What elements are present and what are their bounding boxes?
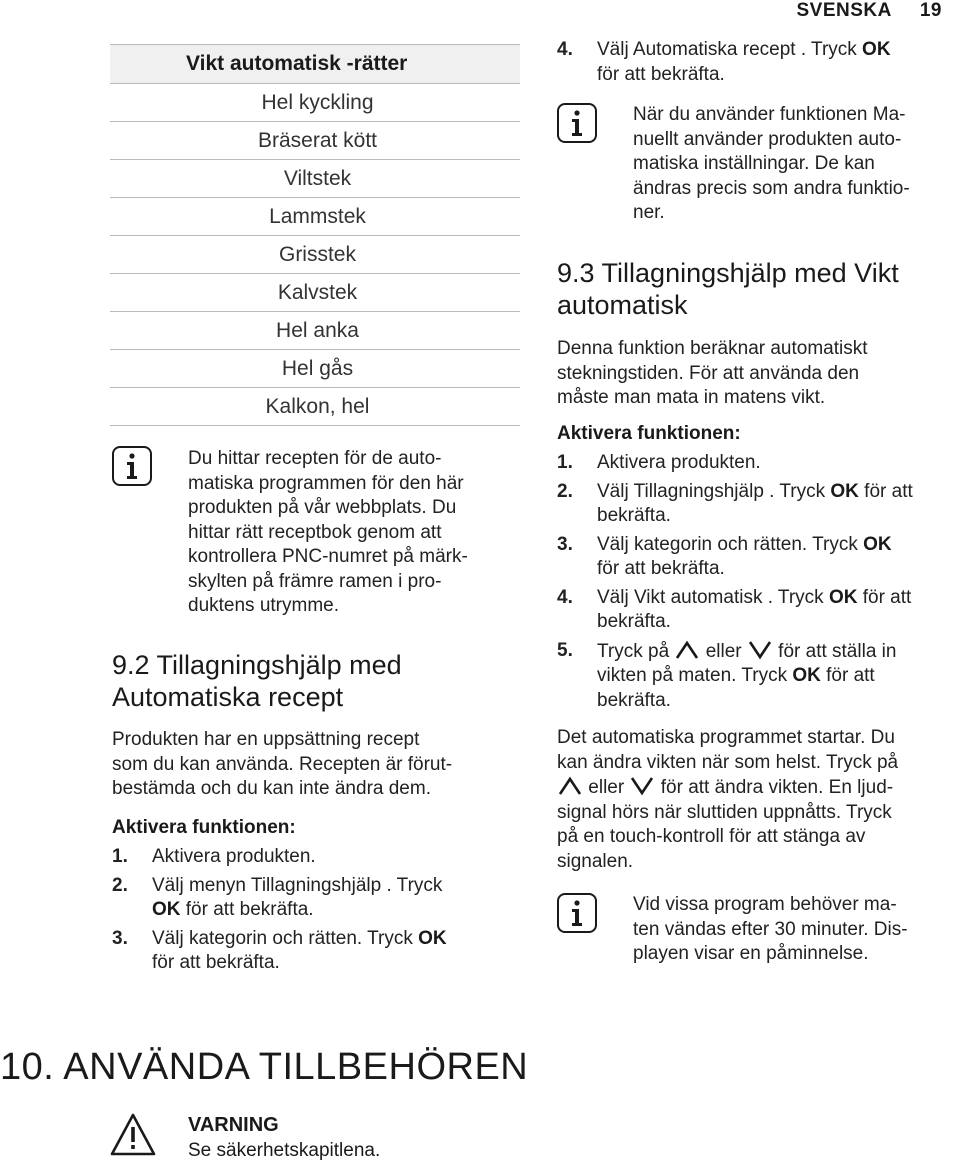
step-text: Tryck på <box>597 640 675 662</box>
table-row: Viltstek <box>110 160 520 198</box>
step-number: 4. <box>557 39 573 60</box>
note-line: ner. <box>633 202 665 223</box>
list-item <box>112 845 532 870</box>
step-text: Aktivera produkten. <box>152 846 316 867</box>
warning-text: Se säkerhetskapitlena. <box>188 1140 381 1161</box>
step-number: 4. <box>557 586 573 608</box>
section-9-2-steps <box>112 845 532 980</box>
step-text: Aktivera produkten. <box>597 452 761 473</box>
list-item <box>112 874 532 923</box>
paragraph-line <box>557 775 959 801</box>
paragraph-line: signal hörs när sluttiden uppnåtts. Tryck <box>557 801 892 823</box>
section-9-3-after-text <box>557 726 959 874</box>
ok-key-label: OK <box>863 533 892 555</box>
section-9-2-subheading: Aktivera funktionen: <box>112 817 296 838</box>
step-text: för att bekräfta. <box>597 480 913 526</box>
step-text: för att bekräfta. <box>152 952 280 973</box>
step-text: vikten på maten. Tryck <box>597 665 793 686</box>
ok-key-label: OK <box>152 899 181 920</box>
list-item <box>557 533 957 582</box>
info-note-turn-food <box>633 893 958 967</box>
ok-key-label: OK <box>830 480 859 502</box>
table-row: Hel kyckling <box>110 84 520 122</box>
section-9-2-intro <box>112 728 532 802</box>
heading-line: Automatiska recept <box>112 682 344 712</box>
step-text: för att bekräfta. <box>597 558 725 579</box>
list-item <box>557 38 957 87</box>
paragraph-text: eller <box>583 777 630 798</box>
language-label: SVENSKA <box>796 0 892 21</box>
note-line: Du hittar recepten för de auto- <box>188 448 442 469</box>
chevron-up-icon <box>674 639 700 661</box>
page-number: 19 <box>919 0 942 21</box>
info-icon <box>112 446 152 486</box>
ok-key-label: OK <box>828 586 858 608</box>
step-text: Välj kategorin och rätten. Tryck <box>597 533 864 555</box>
step-number: 5. <box>557 639 573 661</box>
list-item <box>557 480 957 529</box>
step-number: 2. <box>112 874 128 896</box>
table-row: Kalvstek <box>110 274 520 312</box>
section-9-3-intro <box>557 337 957 411</box>
paragraph-line: kan ändra vikten när som helst. Tryck på <box>557 751 899 773</box>
step-text: för att <box>820 665 875 686</box>
table-header: Vikt automatisk -rätter <box>110 45 520 84</box>
table-row: Hel anka <box>110 312 520 350</box>
paragraph-text: för att ändra vikten. En ljud- <box>655 777 894 798</box>
info-icon <box>557 103 597 143</box>
intro-line: Denna funktion beräknar automatiskt <box>557 338 868 359</box>
step-number: 1. <box>557 452 573 473</box>
note-line: produkten på vår webbplats. Du <box>188 497 457 518</box>
step-text: Välj Tillagningshjälp . Tryck <box>597 480 831 502</box>
note-line: När du använder funktionen Ma- <box>633 104 906 125</box>
note-line: duktens utrymme. <box>188 595 339 616</box>
list-item <box>112 927 532 976</box>
section-9-2-heading <box>112 649 532 713</box>
note-line: matiska inställningar. De kan <box>633 153 875 174</box>
note-line: ten vändas efter 30 minuter. Dis- <box>633 918 908 940</box>
chapter-10-title: 10. ANVÄNDA TILLBEHÖREN <box>0 1046 529 1088</box>
chevron-up-icon <box>557 775 583 797</box>
step-text: Välj Automatiska recept . Tryck <box>597 39 863 60</box>
chevron-down-icon <box>747 639 773 661</box>
note-line: kontrollera PNC-numret på märk- <box>188 546 468 567</box>
note-line: skylten på främre ramen i pro- <box>188 570 442 592</box>
section-9-2-step-4 <box>557 38 957 91</box>
section-9-3-heading <box>557 257 957 321</box>
info-note-manual <box>633 103 958 226</box>
warning-title: VARNING <box>188 1114 279 1136</box>
note-line: Vid vissa program behöver ma- <box>633 894 897 915</box>
table-row: Bräserat kött <box>110 122 520 160</box>
table-row: Hel gås <box>110 350 520 388</box>
intro-line: Produkten har en uppsättning recept <box>112 729 420 750</box>
section-9-3-steps <box>557 451 957 717</box>
paragraph-line: Det automatiska programmet startar. Du <box>557 727 895 748</box>
page-header <box>797 0 943 22</box>
heading-line: 9.2 Tillagningshjälp med <box>112 650 402 680</box>
step-number: 3. <box>557 533 573 555</box>
note-line: ändras precis som andra funktio- <box>633 177 910 199</box>
heading-line: automatisk <box>557 290 688 320</box>
step-number: 2. <box>557 480 573 502</box>
heading-line: 9.3 Tillagningshjälp med Vikt <box>557 258 899 288</box>
ok-key-label: OK <box>792 665 821 686</box>
recipe-table <box>110 44 520 426</box>
note-line: matiska programmen för den här <box>188 472 464 494</box>
section-9-3-subheading: Aktivera funktionen: <box>557 423 741 444</box>
table-row: Kalkon, hel <box>110 388 520 426</box>
note-line: playen visar en påminnelse. <box>633 943 869 964</box>
step-text: Välj Vikt automatisk . Tryck <box>597 586 829 608</box>
ok-key-label: OK <box>862 39 891 60</box>
step-text: Välj kategorin och rätten. Tryck <box>152 927 419 949</box>
step-text: för att ställa in <box>772 640 897 662</box>
intro-line: bestämda och du kan inte ändra dem. <box>112 778 431 799</box>
intro-line: måste man mata in matens vikt. <box>557 387 826 408</box>
ok-key-label: OK <box>418 927 447 949</box>
paragraph-line: signalen. <box>557 850 634 872</box>
step-text: för att bekräfta. <box>180 899 314 920</box>
chevron-down-icon <box>629 775 655 797</box>
info-note-recipes <box>188 447 528 619</box>
list-item <box>557 639 957 714</box>
list-item <box>557 586 957 635</box>
table-row: Lammstek <box>110 198 520 236</box>
warning-icon <box>110 1113 156 1157</box>
list-item <box>557 451 957 476</box>
info-icon <box>557 893 597 933</box>
step-text: bekräfta. <box>597 689 671 711</box>
step-text: eller <box>700 640 747 662</box>
step-number: 3. <box>112 927 128 949</box>
step-text: Välj menyn Tillagningshjälp . Tryck <box>152 874 443 896</box>
intro-line: stekningstiden. För att använda den <box>557 362 860 384</box>
note-line: hittar rätt receptbok genom att <box>188 521 442 543</box>
intro-line: som du kan använda. Recepten är förut- <box>112 753 453 775</box>
step-text: för att bekräfta. <box>597 63 725 85</box>
step-number: 1. <box>112 846 128 867</box>
note-line: nuellt använder produkten auto- <box>633 128 902 150</box>
paragraph-line: på en touch-kontroll för att stänga av <box>557 826 866 847</box>
table-row: Grisstek <box>110 236 520 274</box>
step-text: för att bekräfta. <box>597 586 912 632</box>
